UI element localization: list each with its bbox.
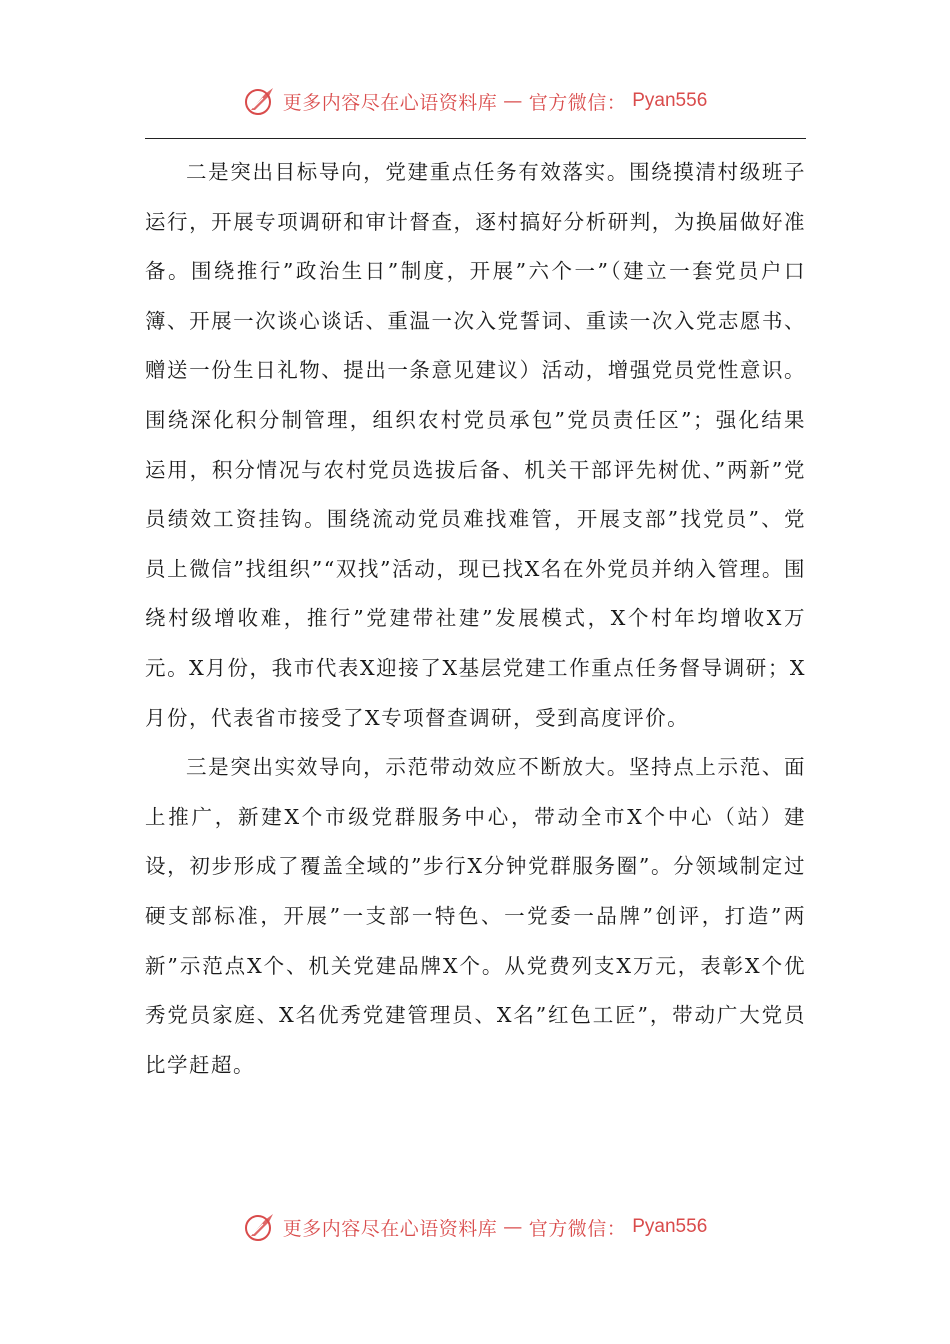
watermark-handle: Pyan556 [632,90,708,111]
watermark-separator: — [503,90,523,112]
document-body [145,148,806,1090]
quill-pen-logo-icon [243,84,277,118]
footer-watermark [0,1210,950,1244]
watermark-handle: Pyan556 [632,1216,708,1237]
watermark-wechat-label: 官方微信： [528,1217,627,1240]
header-divider [145,138,806,139]
watermark-wechat-label: 官方微信： [528,91,627,114]
watermark-text: 更多内容尽在心语资料库 [282,91,498,114]
watermark-text: 更多内容尽在心语资料库 [282,1217,498,1240]
paragraph-target-orientation: 二是突出目标导向，党建重点任务有效落实。围绕摸清村级班子运行，开展专项调研和审计督查，逐村搞好分析研判，为换届做好准备。围绕推行”政治生日”制度，开展”六个一”（建立一套党员户口簿、开展一次谈心谈话、重温一次入党誓词、重读一次入党志愿书、赠送一份生日礼物、提出一条意见建议）活动，增强党员党性意识。围绕深化积分制管理，组织农村党员承包”党员责任区”；强化结果运用，积分情况与农村党员选拔后备、机关干部评先树优、”两新”党员绩效工资挂钩。围绕流动党员难找难管，开展支部”找党员”、党员上微信”找组织”“双找”活动，现已找X名在外党员并纳入管理。围绕村级增收难，推行”党建带社建”发展模式，X个村年均增收X万元。X月份，我市代表X迎接了X基层党建工作重点任务督导调研；X月份，代表省市接受了X专项督查调研，受到高度评价。 [145,160,806,730]
quill-pen-logo-icon [243,1210,277,1244]
watermark-separator: — [503,1216,523,1238]
header-watermark [0,84,950,118]
paragraph-effectiveness-orientation: 三是突出实效导向，示范带动效应不断放大。坚持点上示范、面上推广，新建X个市级党群服务中心，带动全市X个中心（站）建设，初步形成了覆盖全域的”步行X分钟党群服务圈”。分领域制定过硬支部标准，开展”一支部一特色、一党委一品牌”创评，打造”两新”示范点X个、机关党建品牌X个。从党费列支X万元，表彰X个优秀党员家庭、X名优秀党建管理员、X名”红色工匠”，带动广大党员比学赶超。 [145,755,806,1077]
